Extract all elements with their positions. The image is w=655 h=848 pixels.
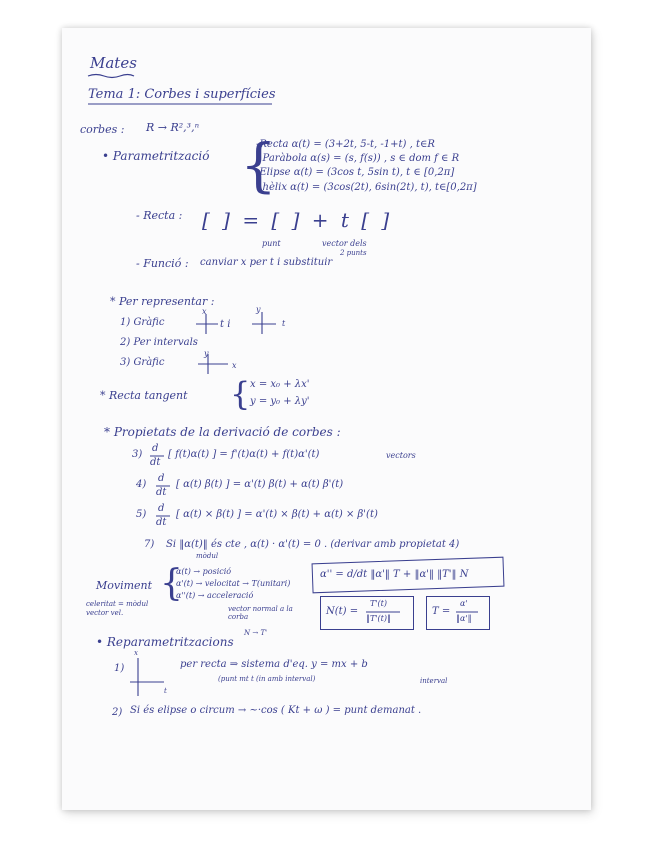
page-title: Mates <box>90 54 137 72</box>
funcio-text: canviar x per t i substituir <box>200 257 333 268</box>
normal-box-num: T'(t) <box>370 599 387 608</box>
graph-3-axis-top: y <box>204 349 209 358</box>
representar-item-3: 3) Gràfic <box>120 357 165 368</box>
reparam-label: • Reparametritzacions <box>96 635 234 649</box>
normal-box-left: N(t) = <box>326 606 359 617</box>
reparam-1-sub: (punt mt t (in amb interval) <box>218 675 316 683</box>
deriv-5-dt: dt <box>156 517 167 528</box>
normal-box-den: ‖T'(t)‖ <box>366 614 391 623</box>
recta-equation: [ ] = [ ] + t [ ] <box>202 208 393 232</box>
deriv-3-num: 3) <box>132 449 143 460</box>
deriv-4-d: d <box>158 473 165 484</box>
param-recta: -Recta α(t) = (3+2t, 5-t, -1+t) , t∈R <box>256 139 435 150</box>
graph-1-text: t i <box>220 319 231 330</box>
tangent-box-den: ‖α'‖ <box>456 614 472 623</box>
graph-3-axis-right: x <box>232 361 237 370</box>
graph-2-axis-top: y <box>256 305 261 314</box>
recta-punt: punt <box>262 239 281 248</box>
moviment-brace: { <box>160 563 183 604</box>
deriv-4-num: 4) <box>136 479 147 490</box>
deriv-3-d: d <box>152 443 159 454</box>
param-helix: - hèlix α(t) = (3cos(2t), 6sin(2t), t), t∈[0,2π] <box>256 182 477 193</box>
acceleration-formula: α'' = d/dt ‖α'‖ T + ‖α'‖ ‖T'‖ N <box>320 569 469 580</box>
param-parabola: - Paràbola α(s) = (s, f(s)) , s ∈ dom f ∈ R <box>256 153 460 164</box>
moviment-posicio: α(t) → posició <box>176 567 232 576</box>
parametritzacio-label: • Parametrització <box>102 149 210 163</box>
deriv-3-expr: [ f(t)α(t) ] = f'(t)α(t) + f(t)α'(t) <box>168 449 320 460</box>
corbes-map: R → R²,³,ⁿ <box>146 121 200 134</box>
deriv-3-dt: dt <box>150 457 161 468</box>
tangent-brace: { <box>230 375 251 413</box>
reparam-graph-axis-right: t <box>164 687 167 695</box>
vector-normal-note: vector normal a la corba <box>228 605 293 622</box>
reparam-2-num: 2) <box>112 707 123 718</box>
recta-label: - Recta : <box>136 209 183 222</box>
funcio-label: - Funció : <box>136 257 189 270</box>
derivacio-label: * Propietats de la derivació de corbes : <box>104 425 341 439</box>
tangent-eq-1: x = x₀ + λx' <box>250 379 310 390</box>
deriv-5-expr: [ α(t) × β(t) ] = α'(t) × β(t) + α(t) × β'(t) <box>176 509 378 520</box>
recta-vector-2: 2 punts <box>340 249 367 257</box>
moviment-acceleracio: α''(t) → acceleració <box>176 591 254 600</box>
representar-item-2: 2) Per intervals <box>120 337 198 348</box>
deriv-4-expr: [ α(t) β(t) ] = α'(t) β(t) + α(t) β'(t) <box>176 479 344 490</box>
deriv-4-dt: dt <box>156 487 167 498</box>
representar-item-1: 1) Gràfic <box>120 317 165 328</box>
reparam-1-num: 1) <box>114 663 125 674</box>
tangent-box-left: T = <box>432 606 451 617</box>
tangent-label: * Recta tangent <box>100 389 188 402</box>
deriv-7-num: 7) <box>144 539 155 550</box>
reparam-2-text: Si és elipse o circum → ~·cos ( Kt + ω ) = punt demanat . <box>130 705 422 716</box>
moviment-velocitat: α'(t) → velocitat → T(unitari) <box>176 579 291 588</box>
deriv-7-note: mòdul <box>196 552 219 560</box>
deriv-3-note: vectors <box>386 451 416 460</box>
topic-heading: Tema 1: Corbes i superfícies <box>88 87 276 102</box>
reparam-1-text: per recta ⇒ sistema d'eq. y = mx + b <box>180 659 368 670</box>
param-brace: { <box>240 131 277 199</box>
reparam-graph-axis-top: x <box>134 649 138 657</box>
graph-2-axis-right: t <box>282 319 286 328</box>
graph-1-axis-top: x <box>202 307 207 316</box>
normal-arrow: N → T' <box>244 629 268 637</box>
representar-label: * Per representar : <box>110 295 215 308</box>
deriv-5-num: 5) <box>136 509 147 520</box>
param-elipse: -Elipse α(t) = (3cos t, 5sin t), t ∈ [0,2π] <box>256 167 455 178</box>
celeritat-note: celeritat = mòdul vector vel. <box>86 600 149 618</box>
recta-vector: vector dels <box>322 239 367 248</box>
reparam-2-note: interval <box>420 677 448 685</box>
tangent-eq-2: y = y₀ + λy' <box>250 396 310 407</box>
tangent-box-num: α' <box>460 599 468 608</box>
corbes-label: corbes : <box>80 123 125 136</box>
deriv-7-expr: Si ‖α(t)‖ és cte , α(t) · α'(t) = 0 . (derivar amb propietat 4) <box>166 539 460 550</box>
moviment-label: Moviment <box>96 579 153 592</box>
deriv-5-d: d <box>158 503 165 514</box>
